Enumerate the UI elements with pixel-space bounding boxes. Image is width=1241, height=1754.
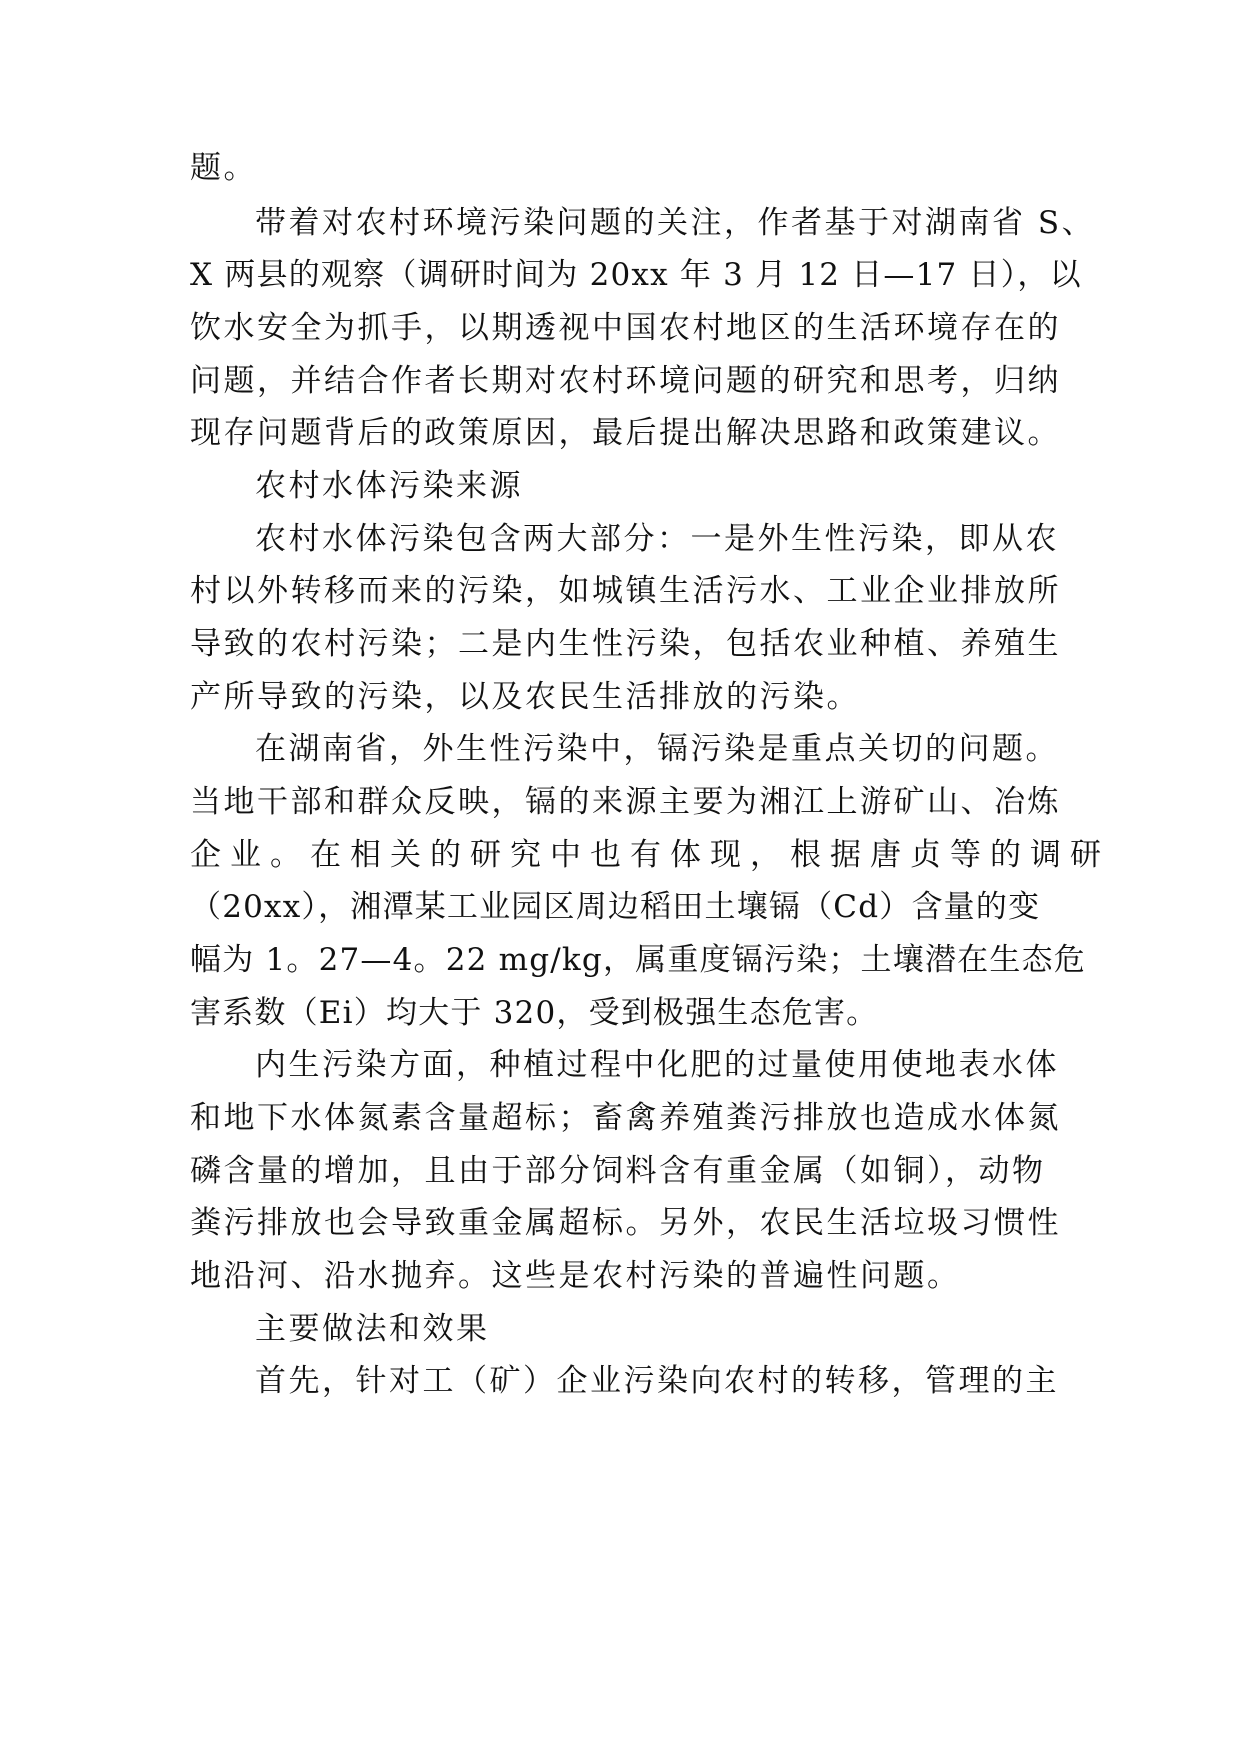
- text-line: X 两县的观察（调研时间为 20xx 年 3 月 12 日—17 日），以: [190, 257, 1082, 293]
- text-line: 地沿河、沿水抛弃。这些是农村污染的普遍性问题。: [190, 1258, 961, 1294]
- text-line: 产所导致的污染，以及农民生活排放的污染。: [190, 679, 860, 715]
- text-line: （20xx），湘潭某工业园区周边稻田土壤镉（Cd）含量的变: [190, 889, 1041, 925]
- text-line: 和地下水体氮素含量超标；畜禽养殖粪污排放也造成水体氮: [190, 1100, 1061, 1136]
- text-line: 内生污染方面，种植过程中化肥的过量使用使地表水体: [255, 1047, 1059, 1083]
- text-line: 粪污排放也会导致重金属超标。另外，农民生活垃圾习惯性: [190, 1205, 1061, 1241]
- text-line: 现存问题背后的政策原因，最后提出解决思路和政策建议。: [190, 415, 1061, 451]
- text-line: 题。: [190, 150, 257, 186]
- text-line: 饮水安全为抓手，以期透视中国农村地区的生活环境存在的: [190, 310, 1061, 346]
- text-line: 首先，针对工（矿）企业污染向农村的转移，管理的主: [255, 1363, 1059, 1399]
- text-line: 幅为 1。27—4。22 mg/kg，属重度镉污染；土壤潜在生态危: [190, 942, 1086, 978]
- section-heading: 主要做法和效果: [255, 1311, 490, 1347]
- text-line: 村以外转移而来的污染，如城镇生活污水、工业企业排放所: [190, 573, 1061, 609]
- section-heading: 农村水体污染来源: [255, 468, 523, 504]
- text-line: 企业。在相关的研究中也有体现，根据唐贞等的调研: [190, 837, 1110, 873]
- text-line: 害系数（Ei）均大于 320，受到极强生态危害。: [190, 995, 879, 1031]
- text-line: 在湖南省，外生性污染中，镉污染是重点关切的问题。: [255, 731, 1059, 767]
- text-line: 问题，并结合作者长期对农村环境问题的研究和思考，归纳: [190, 363, 1061, 399]
- text-line: 磷含量的增加，且由于部分饲料含有重金属（如铜），动物: [190, 1153, 1046, 1189]
- text-line: 带着对农村环境污染问题的关注，作者基于对湖南省 S、: [255, 205, 1096, 241]
- text-line: 导致的农村污染；二是内生性污染，包括农业种植、养殖生: [190, 626, 1061, 662]
- text-line: 农村水体污染包含两大部分：一是外生性污染，即从农: [255, 521, 1059, 557]
- text-line: 当地干部和群众反映，镉的来源主要为湘江上游矿山、冶炼: [190, 784, 1061, 820]
